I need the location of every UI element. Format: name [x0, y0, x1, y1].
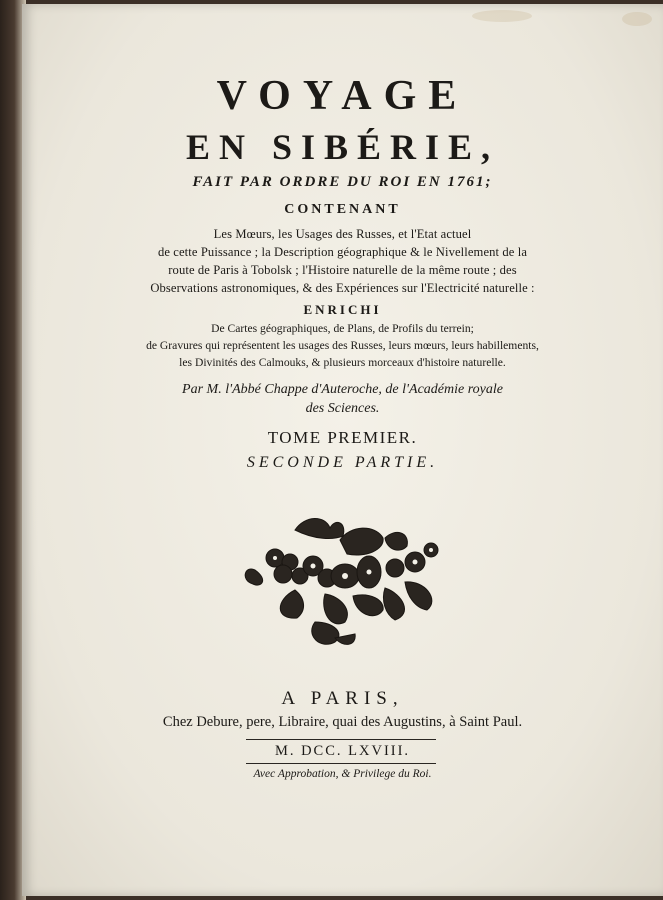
floral-vignette-icon: [235, 510, 455, 652]
approbation-line: Avec Approbation, & Privilege du Roi.: [253, 768, 432, 780]
title-line-1: VOYAGE: [216, 73, 469, 119]
title-line-2: EN SIBÉRIE,: [185, 127, 500, 167]
author-line-1: Par M. l'Abbé Chappe d'Auteroche, de l'Académie royale: [182, 382, 503, 397]
enrichi-line: les Divinités des Calmouks, & plusieurs morceaux d'histoire naturelle.: [179, 356, 506, 369]
contents-line: de cette Puissance ; la Description géographique & le Nivellement de la: [157, 245, 528, 259]
paper-stain: [622, 12, 652, 26]
author-line-2: des Sciences.: [305, 401, 380, 416]
title-page: [22, 4, 663, 896]
publisher-line: Chez Debure, pere, Libraire, quai des Augustins, à Saint Paul.: [162, 714, 523, 730]
divider-rule: [246, 763, 436, 764]
contents-line: Les Mœurs, les Usages des Russes, et l'Etat actuel: [213, 227, 472, 241]
contents-line: Observations astronomiques, & des Expériences sur l'Electricité naturelle :: [150, 281, 535, 295]
contents-line: route de Paris à Tobolsk ; l'Histoire naturelle de la même route ; des: [168, 263, 517, 277]
enrichi-heading: ENRICHI: [303, 302, 382, 317]
enrichi-line: De Cartes géographiques, de Plans, de Profils du terrein;: [211, 322, 474, 335]
subtitle: FAIT PAR ORDRE DU ROI EN 1761;: [192, 174, 493, 190]
volume-label: TOME PREMIER.: [267, 428, 418, 447]
divider-rule: [246, 739, 436, 740]
imprint-place: A PARIS,: [281, 688, 404, 709]
part-label: SECONDE PARTIE.: [246, 454, 439, 471]
enrichi-line: de Gravures qui représentent les usages des Russes, leurs mœurs, leurs habillements,: [146, 339, 539, 352]
imprint-year: M. DCC. LXVIII.: [274, 743, 411, 759]
paper-stain: [472, 10, 532, 22]
contenant-heading: CONTENANT: [284, 202, 401, 217]
